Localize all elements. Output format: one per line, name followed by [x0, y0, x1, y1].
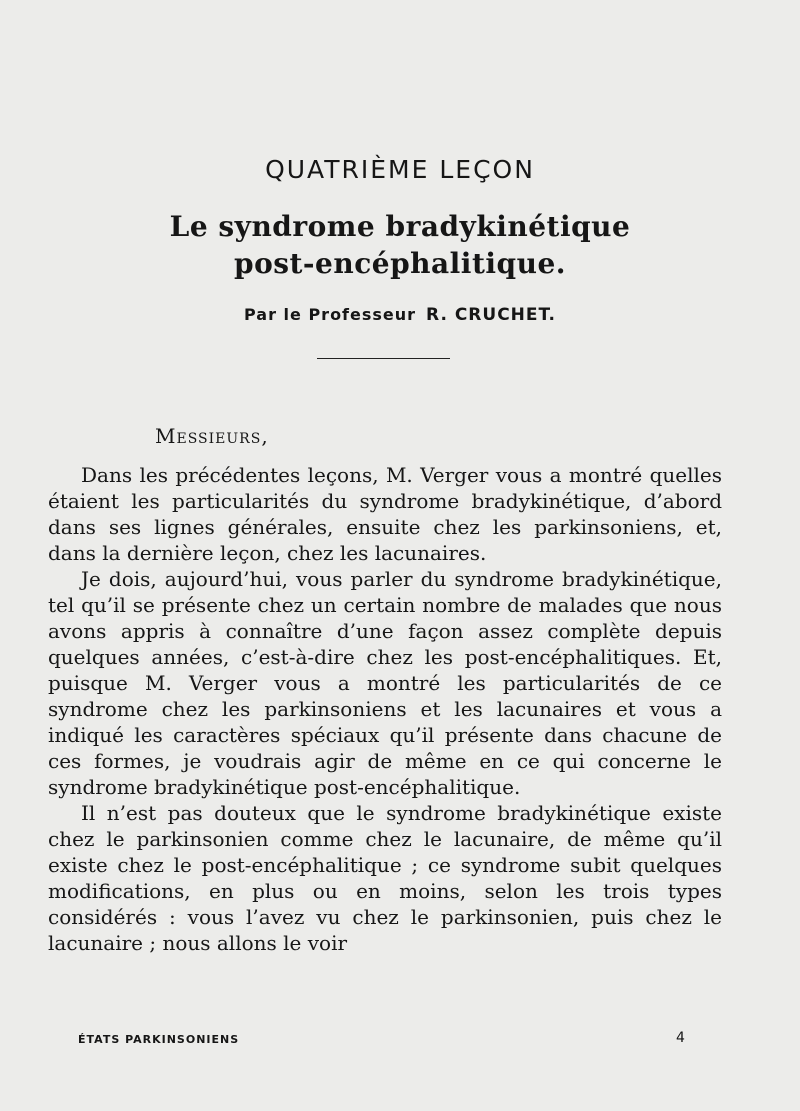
lecture-title: [0, 208, 800, 282]
section-divider: [317, 358, 450, 359]
salutation: Messieurs,: [155, 424, 269, 448]
paragraph: Je dois, aujourd’hui, vous parler du syndrome bradykinétique, tel qu’il se présente chez un certain nombre de malades que nous avons appris à connaître d’une façon assez complète depuis quelques années, c’est-à-dire chez les post-encéphalitiques. Et, puisque M. Verger vous a montré les particularités de ce syndrome chez les parkinsoniens et les lacunaires et vous a indiqué les caractères spéciaux qu’il présente dans chacune de ces formes, je voudrais agir de même en ce qui concerne le syndrome bradykinétique post-encéphalitique.: [48, 567, 722, 799]
running-title: ÉTATS PARKINSONIENS: [78, 1033, 240, 1046]
author-prefix: Par le Professeur: [243, 305, 417, 324]
signature-mark: 4: [676, 1030, 685, 1046]
author-line: [0, 305, 800, 325]
paragraph: Il n’est pas douteux que le syndrome bradykinétique existe chez le parkinsonien comme chez le lacunaire, de même qu’il existe chez le post-encéphalitique ; ce syndrome subit quelques modifications, en plus ou en moins, selon les trois types considérés : vous l’avez vu chez le parkinsonien, puis chez le lacunaire ; nous allons le voir: [48, 801, 722, 955]
lecon-heading: QUATRIÈME LEÇON: [265, 155, 535, 184]
title-line-2: post-encéphalitique.: [233, 247, 567, 280]
author-name: R. CRUCHET.: [426, 305, 556, 325]
paragraph: Dans les précédentes leçons, M. Verger vous a montré quelles étaient les particularités du syndrome bradykinétique, d’abord dans ses lignes générales, ensuite chez les parkinsoniens, et, dans la dernière leçon, chez les lacunaires.: [48, 463, 722, 565]
title-line-1: Le syndrome bradykinétique: [169, 210, 631, 243]
body-text: [48, 462, 722, 956]
